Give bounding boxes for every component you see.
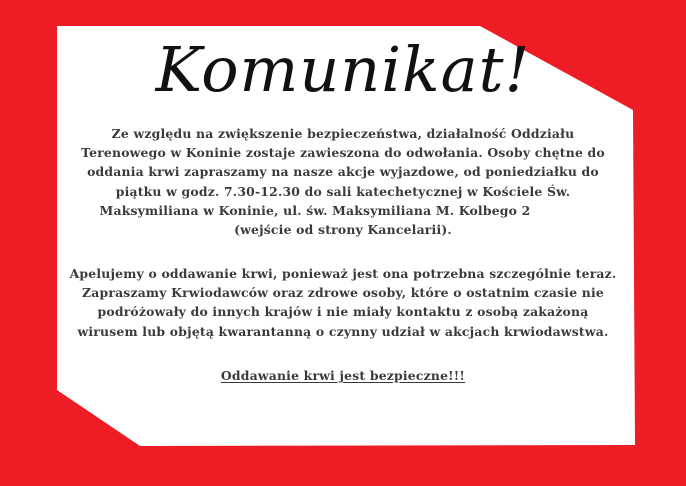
closing-text: Oddawanie krwi jest bezpieczne!!! — [220, 368, 466, 383]
text-line: (wejście od strony Kancelarii). — [234, 222, 452, 238]
text-line: Terenowego w Koninie zostaje zawieszona do odwołania. Osoby chętne do — [81, 145, 605, 161]
paragraph-suspension-info — [60, 124, 626, 239]
notice-title: Komunikat! — [155, 33, 531, 106]
text-line: Maksymiliana w Koninie, ul. św. Maksymiliana M. Kolbego 2 — [99, 202, 531, 218]
text-line: oddania krwi zapraszamy na nasze akcje wyjazdowe, od poniedziałku do — [87, 164, 599, 180]
text-line: Apelujemy o oddawanie krwi, ponieważ jest ona potrzebna szczególnie teraz. — [69, 266, 617, 281]
text-line: Ze względu na zwiększenie bezpieczeństwa, działalność Oddziału — [111, 126, 575, 141]
paragraph-appeal — [60, 264, 626, 341]
text-line: Zapraszamy Krwiodawców oraz zdrowe osoby, które o ostatnim czasie nie — [82, 285, 604, 301]
closing-statement — [60, 366, 626, 385]
text-line: wirusem lub objętą kwarantanną o czynny udział w akcjach krwiodawstwa. — [77, 323, 609, 339]
text-line: piątku w godz. 7.30-12.30 do sali katechetycznej w Kościele Św. — [115, 183, 571, 199]
text-line: podróżowały do innych krajów i nie miały kontaktu z osobą zakażoną — [97, 304, 589, 320]
